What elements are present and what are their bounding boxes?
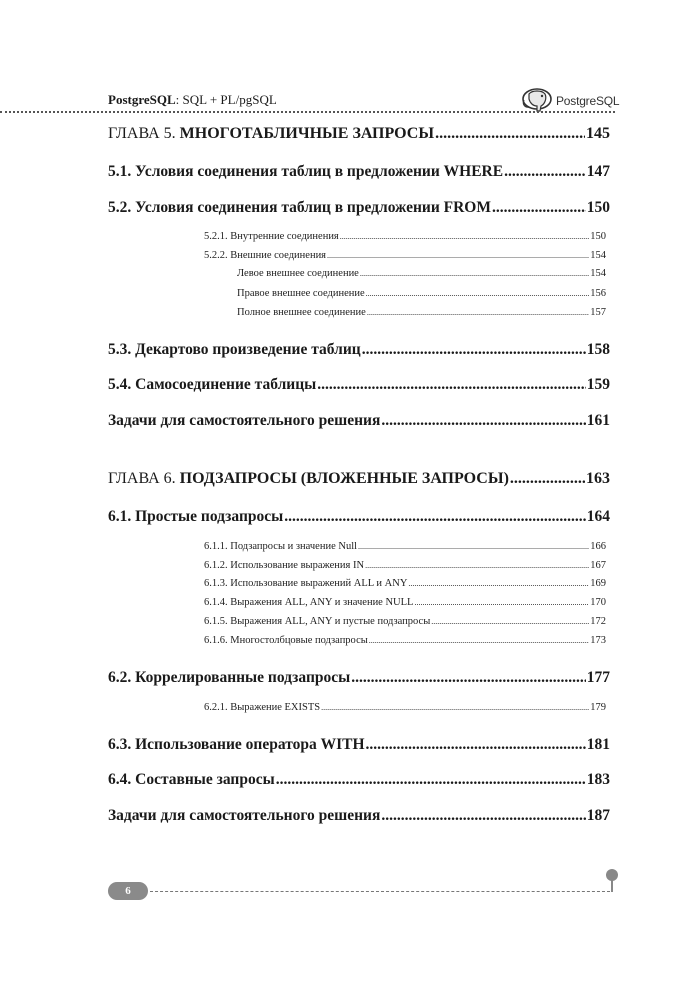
toc-tasks-chapter-6[interactable]: [108, 807, 610, 825]
toc-chapter-5[interactable]: [108, 125, 610, 143]
toc-subsection-6-1-6[interactable]: [204, 635, 606, 646]
toc-leader: [327, 250, 589, 261]
toc-page-number: 154: [590, 250, 606, 261]
toc-leader: [431, 616, 589, 627]
toc-section-5-4[interactable]: [108, 376, 610, 394]
toc-entry-title: Левое внешнее соединение: [237, 268, 359, 279]
toc-leader: [365, 560, 589, 571]
toc-entry-title: 6.1.2. Использование выражения IN: [204, 560, 365, 571]
toc-page-number: 163: [586, 470, 610, 487]
toc-subsection-6-1-3[interactable]: [204, 578, 606, 589]
toc-entry-title: 6.2.1. Выражение EXISTS: [204, 702, 321, 713]
toc-section-6-3[interactable]: [108, 736, 610, 754]
running-header: [108, 90, 620, 112]
toc-subsubsection-full-join[interactable]: [237, 307, 606, 318]
toc-entry-title: 5.2.2. Внешние соединения: [204, 250, 327, 261]
toc-entry-title: Полное внешнее соединение: [237, 307, 366, 318]
toc-page-number: 157: [590, 307, 606, 318]
header-divider: [0, 111, 615, 113]
toc-entry-title: Задачи для самостоятельного решения: [108, 412, 381, 429]
toc-page-number: 187: [586, 807, 610, 824]
toc-chapter-6[interactable]: [108, 470, 610, 488]
toc-entry-title: 6.3. Использование оператора WITH: [108, 736, 365, 753]
toc-page-number: 166: [590, 541, 606, 552]
toc-entry-title: 5.4. Самосоединение таблицы: [108, 376, 317, 393]
toc-subsection-5-2-1[interactable]: [204, 231, 606, 242]
toc-page-number: 159: [586, 376, 610, 393]
page-number-badge: [108, 882, 148, 900]
postgresql-logo: [520, 88, 630, 112]
toc-subsection-6-1-1[interactable]: [204, 541, 606, 552]
toc-tasks-chapter-5[interactable]: [108, 412, 610, 430]
toc-page-number: 156: [590, 288, 606, 299]
toc-page-number: 169: [590, 578, 606, 589]
toc-page-number: 150: [586, 199, 610, 216]
toc-entry-title: ПОДЗАПРОСЫ (ВЛОЖЕННЫЕ ЗАПРОСЫ): [179, 470, 509, 487]
logo-text: PostgreSQL: [556, 94, 620, 108]
toc-leader: [510, 470, 585, 488]
toc-leader: [366, 288, 590, 299]
toc-leader: [381, 412, 585, 430]
toc-page-number: 172: [590, 616, 606, 627]
toc-page-number: 161: [586, 412, 610, 429]
toc-leader: [408, 578, 589, 589]
toc-subsection-6-1-4[interactable]: [204, 597, 606, 608]
toc-leader: [366, 736, 586, 754]
toc-leader: [317, 376, 585, 394]
toc-subsection-5-2-2[interactable]: [204, 250, 606, 261]
toc-page-number: 150: [590, 231, 606, 242]
toc-page-number: 145: [586, 125, 610, 142]
toc-leader: [358, 541, 589, 552]
footer-marker-stem: [611, 880, 613, 892]
toc-entry-title: 6.1.4. Выражения ALL, ANY и значение NULL: [204, 597, 414, 608]
toc-page-number: 179: [590, 702, 606, 713]
toc-leader: [340, 231, 589, 242]
toc-entry-title: 6.1.1. Подзапросы и значение Null: [204, 541, 358, 552]
toc-entry-title: 5.3. Декартово произведение таблиц: [108, 341, 361, 358]
footer-divider: [150, 891, 610, 892]
toc-section-6-1[interactable]: [108, 508, 610, 526]
toc-section-5-3[interactable]: [108, 341, 610, 359]
toc-subsection-6-2-1[interactable]: [204, 702, 606, 713]
toc-leader: [367, 307, 589, 318]
toc-chapter-prefix: ГЛАВА 6.: [108, 470, 180, 487]
toc-leader: [360, 268, 589, 279]
toc-leader: [369, 635, 589, 646]
toc-entry-title: МНОГОТАБЛИЧНЫЕ ЗАПРОСЫ: [179, 125, 435, 142]
toc-leader: [276, 771, 586, 789]
toc-leader: [351, 669, 586, 687]
toc-leader: [362, 341, 586, 359]
toc-entry-title: Задачи для самостоятельного решения: [108, 807, 381, 824]
toc-page-number: 173: [590, 635, 606, 646]
toc-page-number: 167: [590, 560, 606, 571]
elephant-icon: [520, 88, 554, 112]
toc-leader: [504, 163, 586, 181]
toc-leader: [435, 125, 585, 143]
toc-entry-title: 5.2.1. Внутренние соединения: [204, 231, 339, 242]
toc-entry-title: 6.4. Составные запросы: [108, 771, 275, 788]
toc-leader: [492, 199, 586, 217]
toc-leader: [381, 807, 585, 825]
toc-subsection-6-1-2[interactable]: [204, 560, 606, 571]
toc-page-number: 154: [590, 268, 606, 279]
toc-entry-title: 6.2. Коррелированные подзапросы: [108, 669, 351, 686]
toc-entry-title: 6.1.6. Многостолбцовые подзапросы: [204, 635, 368, 646]
toc-subsection-6-1-5[interactable]: [204, 616, 606, 627]
toc-leader: [321, 702, 589, 713]
toc-leader: [284, 508, 586, 526]
toc-page-number: 147: [586, 163, 610, 180]
toc-chapter-prefix: ГЛАВА 5.: [108, 125, 180, 142]
header-title-rest: : SQL + PL/pgSQL: [175, 92, 277, 107]
footer-marker-dot: [606, 869, 618, 881]
toc-section-5-2[interactable]: [108, 199, 610, 217]
toc-entry-title: 6.1.3. Использование выражений ALL и ANY: [204, 578, 408, 589]
toc-entry-title: 5.2. Условия соединения таблиц в предложении FROM: [108, 199, 491, 216]
toc-page-number: 170: [590, 597, 606, 608]
toc-subsubsection-right-join[interactable]: [237, 288, 606, 299]
toc-subsubsection-left-join[interactable]: [237, 268, 606, 279]
toc-page-number: 177: [586, 669, 610, 686]
toc-page-number: 181: [586, 736, 610, 753]
toc-page-number: 164: [586, 508, 610, 525]
toc-leader: [414, 597, 589, 608]
header-title: [108, 92, 277, 108]
toc-page-number: 183: [586, 771, 610, 788]
toc-entry-title: 6.1. Простые подзапросы: [108, 508, 284, 525]
toc-section-6-4[interactable]: [108, 771, 610, 789]
toc-entry-title: Правое внешнее соединение: [237, 288, 365, 299]
toc-section-5-1[interactable]: [108, 163, 610, 181]
toc-section-6-2[interactable]: [108, 669, 610, 687]
header-title-bold: PostgreSQL: [108, 92, 176, 107]
toc-entry-title: 6.1.5. Выражения ALL, ANY и пустые подзапросы: [204, 616, 431, 627]
toc-page-number: 158: [586, 341, 610, 358]
toc-entry-title: 5.1. Условия соединения таблиц в предложении WHERE: [108, 163, 504, 180]
page-number: 6: [125, 885, 131, 897]
